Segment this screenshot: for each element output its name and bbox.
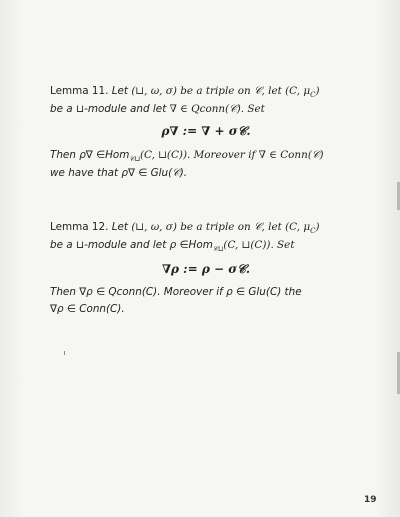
lemma-12-heading: Lemma 12. bbox=[50, 221, 109, 233]
lemma-11-line-2 bbox=[50, 101, 362, 117]
lemma-12-hom-sub: 𝒞⊔ bbox=[212, 245, 224, 253]
lemma-12-line-2b: (C, ⊔(C)). Set bbox=[223, 238, 295, 251]
lemma-11-display-equation: ρ∇ := ∇ + σ𝒞. bbox=[161, 124, 251, 139]
lemma-11-line-2b: ∇ ∈ Qconn(𝒞). Set bbox=[169, 102, 265, 115]
lemma-11-line-4: we have that ρ∇ ∈ Glu(𝒞). bbox=[50, 166, 188, 179]
lemma-11-line-1-end: ) bbox=[315, 85, 320, 97]
lemma-11-line-2a: be a ⊔-module and let bbox=[50, 102, 170, 115]
lemma-11 bbox=[50, 83, 362, 181]
lemma-12-line-1-text: (⊔, ω, σ) be a triple on 𝒞, let (C, μ bbox=[131, 221, 311, 233]
lemma-12-line-4: ∇ρ ∈ Conn(C). bbox=[50, 302, 125, 315]
lemma-12-display-equation: ∇ρ := ρ − σ𝒞. bbox=[161, 261, 251, 276]
lemma-11-hom-sub: 𝒞⊔ bbox=[129, 154, 140, 163]
lemma-11-sub: C bbox=[310, 91, 316, 100]
lemma-11-heading: Lemma 11. bbox=[50, 85, 109, 97]
lemma-12-line-1-end: ) bbox=[315, 221, 320, 233]
lemma-12-line-1 bbox=[50, 219, 362, 237]
lemma-12-line-2 bbox=[50, 237, 362, 255]
lemma-11-line-3a: Then ρ∇ ∈Hom bbox=[50, 148, 130, 161]
page-number: 19 bbox=[364, 495, 377, 505]
lemma-11-line-3 bbox=[50, 147, 362, 165]
lemma-12 bbox=[50, 219, 362, 317]
lemma-12-let: Let bbox=[111, 221, 129, 233]
scan-speck bbox=[64, 351, 65, 355]
lemma-11-let: Let bbox=[111, 85, 129, 97]
lemma-12-sub: C bbox=[310, 227, 316, 236]
lemma-11-line-1-text: (⊔, ω, σ) be a triple on 𝒞, let (C, μ bbox=[131, 85, 311, 97]
lemma-11-line-3b: (C, ⊔(C)). Moreover if ∇ ∈ Conn(𝒞) bbox=[139, 148, 324, 161]
lemma-11-line-1 bbox=[50, 83, 362, 101]
lemma-12-line-2a: be a ⊔-module and let ρ ∈Hom bbox=[50, 238, 213, 251]
lemma-12-line-3: Then ∇ρ ∈ Qconn(C). Moreover if ρ ∈ Glu(C) the bbox=[50, 286, 302, 299]
